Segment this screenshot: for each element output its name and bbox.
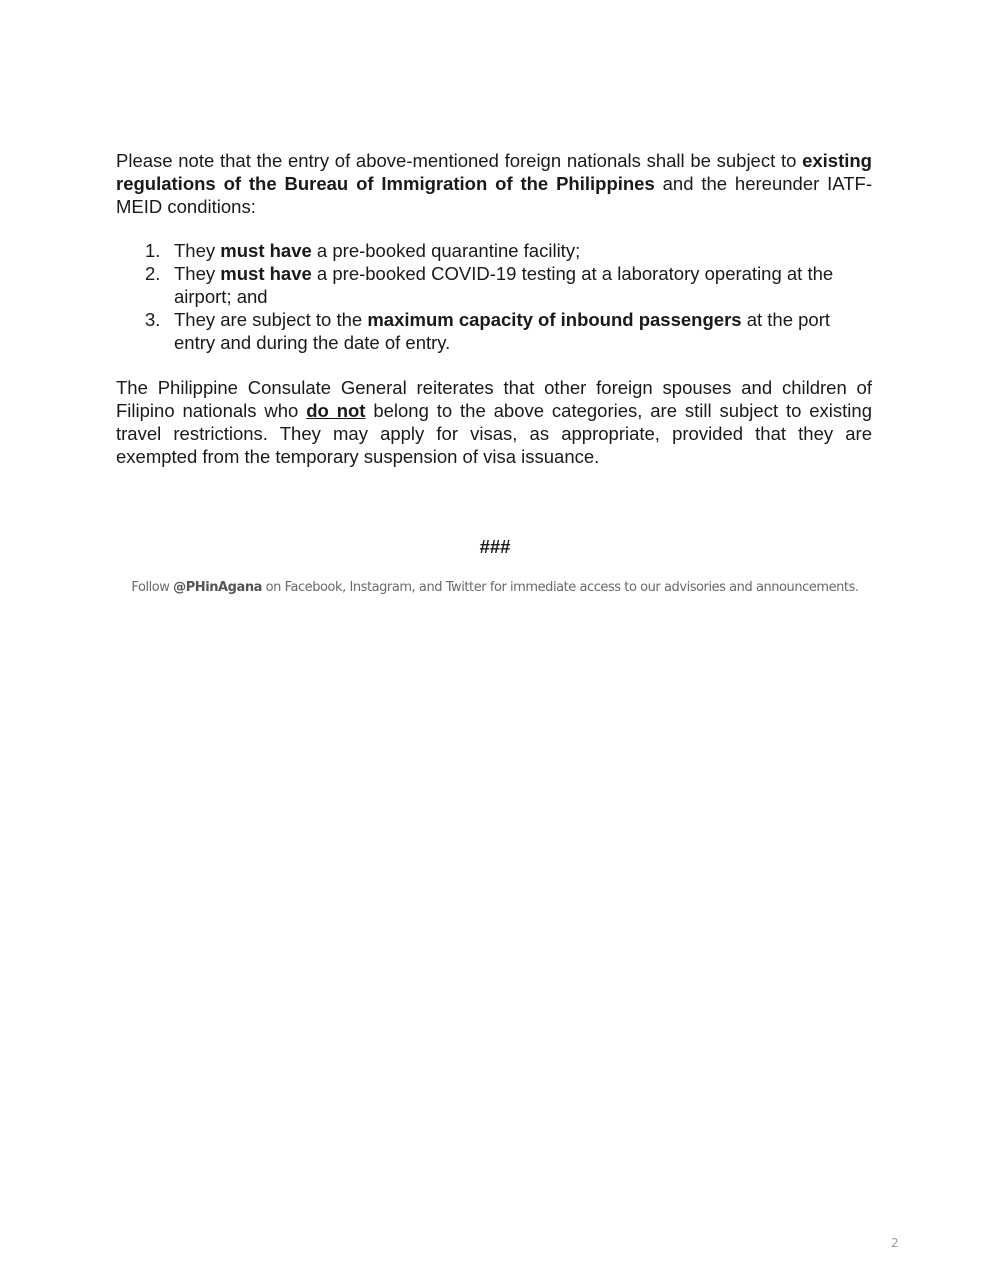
entry-conditions-paragraph: Please note that the entry of above-mentioned foreign nationals shall be subject to existing regulations of the Bureau of Immigration of the Philippines and the hereunder IATF-MEID conditions: [116, 150, 873, 217]
end-marker: ### [479, 536, 511, 557]
travel-restrictions-paragraph: The Philippine Consulate General reiterates that other foreign spouses and children of Filipino nationals who do not belong to the above categories, are still subject to existing travel restrictions. They may apply for visas, as appropriate, provided that they are exempted from the temporary suspension of visa issuance. [116, 377, 872, 467]
list-item-number: 1. [145, 240, 161, 261]
do-not-emphasis: do not [306, 400, 366, 421]
list-item-number: 3. [145, 309, 161, 330]
list-item-number: 2. [145, 263, 161, 284]
social-handle: @PHinAgana [173, 580, 262, 595]
list-item: 3. They are subject to the maximum capacity of inbound passengers at the port entry and during the date of entry. [145, 309, 831, 353]
page-number: 2 [891, 1236, 899, 1250]
bureau-of-immigration-emphasis: existing regulations of the Bureau of Immigration of the Philippines [116, 150, 872, 194]
social-follow-note: Follow @PHinAgana on Facebook, Instagram, and Twitter for immediate access to our advisories and announcements. [131, 580, 859, 595]
list-item: 2. They must have a pre-booked COVID-19 testing at a laboratory operating at the airport; and [145, 263, 834, 307]
list-item: 1. They must have a pre-booked quarantine facility; [145, 240, 581, 261]
conditions-list [116, 239, 872, 354]
advisory-body [116, 149, 872, 468]
